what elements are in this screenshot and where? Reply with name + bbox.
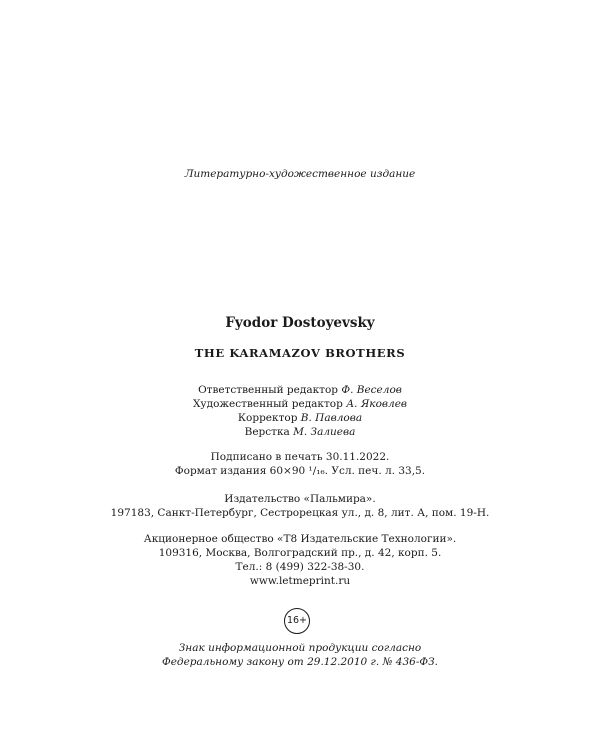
print-format: Формат издания 60×90 ¹/₁₆. Усл. печ. л. 33,5.	[174, 465, 426, 477]
credit-person: М. Залиева	[293, 426, 356, 438]
credit-line	[0, 384, 600, 397]
age-rating-badge: 16+	[284, 608, 310, 634]
edition-type: Литературно-художественное издание	[184, 168, 416, 180]
age-note-line: Федеральному закону от 29.12.2010 г. № 436-ФЗ.	[162, 656, 438, 668]
author-name: Fyodor Dostoyevsky	[225, 315, 375, 331]
signed-date: Подписано в печать 30.11.2022.	[210, 451, 390, 463]
publisher-name: Издательство «Пальмира».	[224, 493, 376, 505]
credit-role: Верстка	[244, 426, 290, 438]
credit-role: Корректор	[237, 412, 298, 424]
printer-address: 109316, Москва, Волгоградский пр., д. 42, корп. 5.	[158, 547, 442, 559]
printer-website[interactable]: www.letmeprint.ru	[249, 575, 351, 587]
credit-line	[0, 412, 600, 425]
book-title: THE KARAMAZOV BROTHERS	[194, 346, 406, 360]
publisher-address: 197183, Санкт-Петербург, Сестрорецкая ул., д. 8, лит. А, пом. 19-Н.	[110, 507, 490, 519]
credit-role: Ответственный редактор	[198, 384, 339, 396]
credit-line	[0, 426, 600, 439]
printer-name: Акционерное общество «Т8 Издательские Технологии».	[143, 533, 457, 545]
credit-line	[0, 398, 600, 411]
credit-person: В. Павлова	[300, 412, 363, 424]
printer-phone: Тел.: 8 (499) 322-38-30.	[235, 561, 365, 573]
credit-person: Ф. Веселов	[341, 384, 402, 396]
credit-person: А. Яковлев	[346, 398, 408, 410]
age-note-line: Знак информационной продукции согласно	[178, 642, 422, 654]
credit-role: Художественный редактор	[192, 398, 343, 410]
